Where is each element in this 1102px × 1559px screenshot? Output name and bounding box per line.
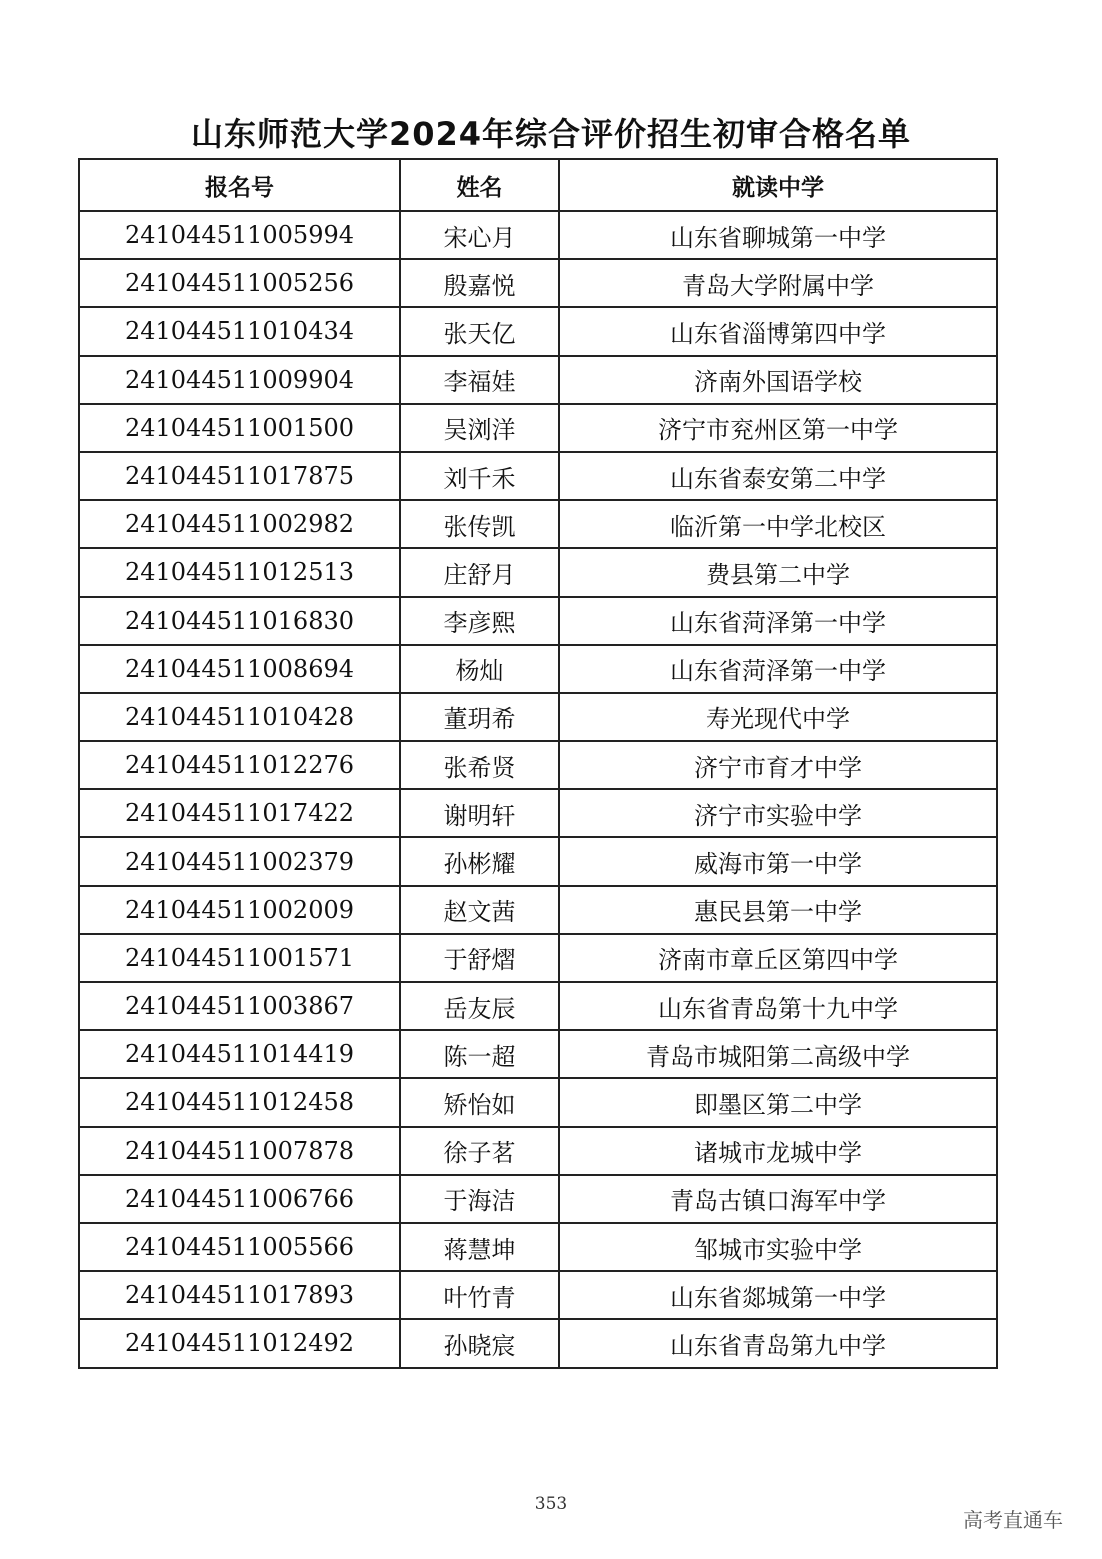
cell-reg-no: 241044511010434 <box>79 307 400 355</box>
table-row <box>79 597 997 645</box>
cell-reg-no: 241044511017875 <box>79 452 400 500</box>
cell-school: 济宁市兖州区第一中学 <box>559 404 997 452</box>
table-header-row <box>79 159 997 211</box>
table-row <box>79 259 997 307</box>
cell-school: 济南外国语学校 <box>559 356 997 404</box>
table-row <box>79 1030 997 1078</box>
header-reg-no: 报名号 <box>79 159 400 211</box>
cell-name: 陈一超 <box>400 1030 559 1078</box>
table-row <box>79 741 997 789</box>
cell-name: 蒋慧坤 <box>400 1223 559 1271</box>
table-row <box>79 211 997 259</box>
cell-school: 山东省泰安第二中学 <box>559 452 997 500</box>
cell-name: 岳友辰 <box>400 982 559 1030</box>
cell-reg-no: 241044511017893 <box>79 1271 400 1319</box>
cell-reg-no: 241044511002982 <box>79 500 400 548</box>
table-row <box>79 789 997 837</box>
cell-school: 山东省菏泽第一中学 <box>559 645 997 693</box>
cell-school: 山东省淄博第四中学 <box>559 307 997 355</box>
cell-school: 山东省郯城第一中学 <box>559 1271 997 1319</box>
cell-name: 张希贤 <box>400 741 559 789</box>
table-row <box>79 837 997 885</box>
cell-name: 孙晓宸 <box>400 1319 559 1367</box>
table-row <box>79 1078 997 1126</box>
cell-reg-no: 241044511012276 <box>79 741 400 789</box>
cell-name: 李彦熙 <box>400 597 559 645</box>
document-title: 山东师范大学2024年综合评价招生初审合格名单 <box>190 115 912 153</box>
cell-school: 山东省菏泽第一中学 <box>559 597 997 645</box>
cell-reg-no: 241044511005566 <box>79 1223 400 1271</box>
cell-school: 青岛大学附属中学 <box>559 259 997 307</box>
cell-name: 杨灿 <box>400 645 559 693</box>
table-row <box>79 982 997 1030</box>
cell-name: 董玥希 <box>400 693 559 741</box>
cell-reg-no: 241044511002379 <box>79 837 400 885</box>
table-row <box>79 548 997 596</box>
table-row <box>79 307 997 355</box>
cell-school: 威海市第一中学 <box>559 837 997 885</box>
table-row <box>79 1271 997 1319</box>
cell-name: 张传凯 <box>400 500 559 548</box>
cell-school: 惠民县第一中学 <box>559 886 997 934</box>
cell-name: 孙彬耀 <box>400 837 559 885</box>
header-school: 就读中学 <box>559 159 997 211</box>
cell-school: 山东省青岛第十九中学 <box>559 982 997 1030</box>
cell-name: 于海洁 <box>400 1175 559 1223</box>
cell-name: 宋心月 <box>400 211 559 259</box>
cell-reg-no: 241044511012513 <box>79 548 400 596</box>
table-row <box>79 886 997 934</box>
table-row <box>79 500 997 548</box>
cell-name: 谢明轩 <box>400 789 559 837</box>
table-row <box>79 693 997 741</box>
cell-reg-no: 241044511005256 <box>79 259 400 307</box>
cell-reg-no: 241044511006766 <box>79 1175 400 1223</box>
watermark: 高考直通车 <box>963 1508 1063 1532</box>
cell-reg-no: 241044511012492 <box>79 1319 400 1367</box>
cell-school: 济宁市育才中学 <box>559 741 997 789</box>
cell-reg-no: 241044511005994 <box>79 211 400 259</box>
cell-school: 山东省聊城第一中学 <box>559 211 997 259</box>
cell-name: 于舒熠 <box>400 934 559 982</box>
cell-school: 费县第二中学 <box>559 548 997 596</box>
cell-name: 殷嘉悦 <box>400 259 559 307</box>
cell-reg-no: 241044511007878 <box>79 1127 400 1175</box>
cell-school: 济宁市实验中学 <box>559 789 997 837</box>
table-row <box>79 452 997 500</box>
cell-school: 青岛市城阳第二高级中学 <box>559 1030 997 1078</box>
cell-reg-no: 241044511014419 <box>79 1030 400 1078</box>
cell-name: 张天亿 <box>400 307 559 355</box>
cell-reg-no: 241044511012458 <box>79 1078 400 1126</box>
cell-reg-no: 241044511002009 <box>79 886 400 934</box>
header-name: 姓名 <box>400 159 559 211</box>
cell-name: 李福娃 <box>400 356 559 404</box>
table-row <box>79 1319 997 1367</box>
table-row <box>79 1223 997 1271</box>
cell-reg-no: 241044511001571 <box>79 934 400 982</box>
cell-name: 刘千禾 <box>400 452 559 500</box>
admission-table <box>78 158 998 1369</box>
cell-reg-no: 241044511010428 <box>79 693 400 741</box>
cell-name: 矫怡如 <box>400 1078 559 1126</box>
cell-school: 青岛古镇口海军中学 <box>559 1175 997 1223</box>
table-row <box>79 404 997 452</box>
cell-school: 即墨区第二中学 <box>559 1078 997 1126</box>
table-row <box>79 934 997 982</box>
cell-school: 山东省青岛第九中学 <box>559 1319 997 1367</box>
cell-school: 寿光现代中学 <box>559 693 997 741</box>
cell-reg-no: 241044511001500 <box>79 404 400 452</box>
table-row <box>79 1175 997 1223</box>
cell-reg-no: 241044511017422 <box>79 789 400 837</box>
table-row <box>79 356 997 404</box>
cell-name: 徐子茗 <box>400 1127 559 1175</box>
cell-name: 赵文茜 <box>400 886 559 934</box>
cell-school: 邹城市实验中学 <box>559 1223 997 1271</box>
cell-reg-no: 241044511009904 <box>79 356 400 404</box>
cell-school: 临沂第一中学北校区 <box>559 500 997 548</box>
cell-reg-no: 241044511003867 <box>79 982 400 1030</box>
cell-reg-no: 241044511016830 <box>79 597 400 645</box>
cell-name: 叶竹青 <box>400 1271 559 1319</box>
cell-name: 吴浏洋 <box>400 404 559 452</box>
cell-name: 庄舒月 <box>400 548 559 596</box>
page-number: 353 <box>534 1494 568 1514</box>
table-row <box>79 645 997 693</box>
table-row <box>79 1127 997 1175</box>
cell-school: 济南市章丘区第四中学 <box>559 934 997 982</box>
cell-school: 诸城市龙城中学 <box>559 1127 997 1175</box>
cell-reg-no: 241044511008694 <box>79 645 400 693</box>
